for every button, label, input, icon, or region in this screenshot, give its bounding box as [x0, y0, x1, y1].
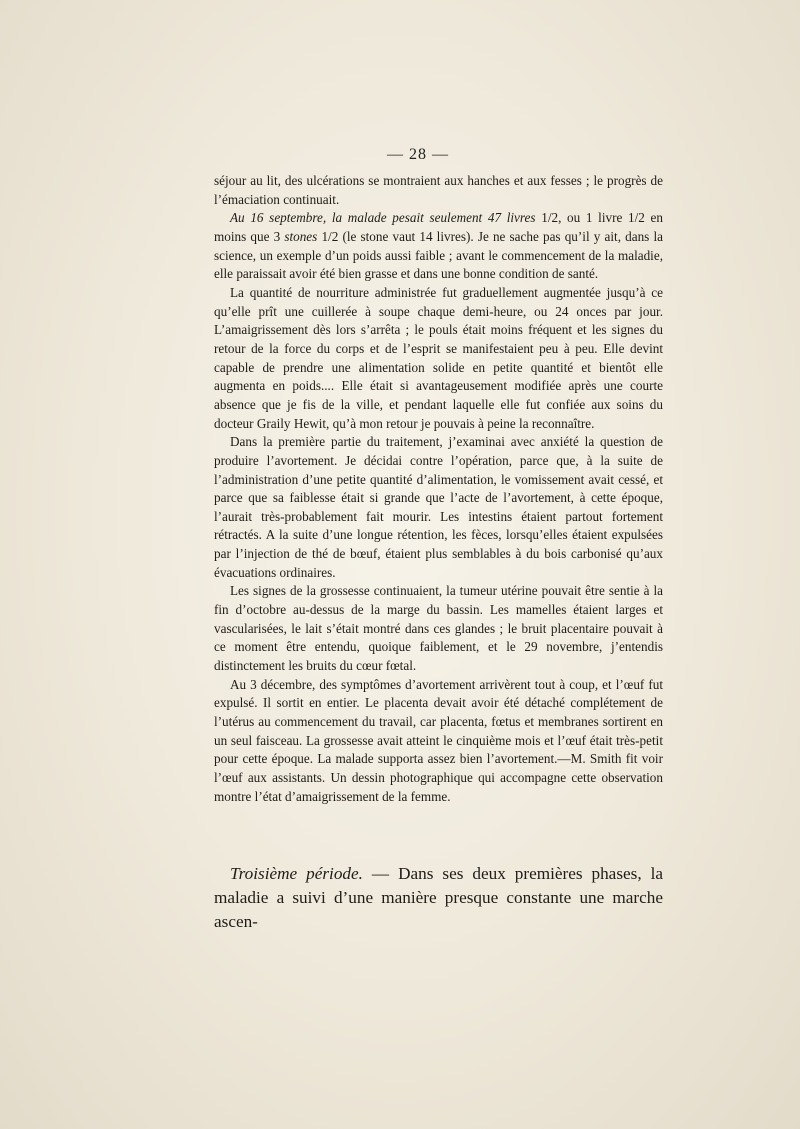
italic-text: stones: [284, 228, 318, 244]
paragraph-text: 1/2 (le stone vaut 14 livres). Je ne sache pas qu’il y ait, dans la science, un exemple d’un poids aussi faible ; avant le commencement de la maladie, elle paraissait avoir été bien grasse et dans une bonne condition de santé.: [214, 228, 663, 282]
paragraph: [214, 284, 663, 433]
paragraph-text: Dans la première partie du traitement, j’examinai avec anxiété la question de produire l’avortement. Je décidai contre l’opération, parce que, à la suite de l’administration d’une petite quantité d’alimentation, le vomissement avait cessé, et parce que sa faiblesse était si grande que l’acte de l’avortement, à cette époque, l’aurait très-probablement fait mourir. Les intestins étaient partout fortement rétractés. A la suite d’une longue rétention, les fèces, lorsqu’elles étaient expulsées par l’injection de thé de bœuf, étaient plus semblables à du bois carbonisé qu’aux évacuations ordinaires.: [214, 434, 663, 580]
page-number: — 28 —: [387, 146, 449, 163]
paragraph: [214, 433, 663, 582]
paragraph-text: La quantité de nourriture administrée fut graduellement augmentée jusqu’à ce qu’elle prît une cuillerée à soupe chaque demi-heure, ou 24 onces par jour. L’amaigrissement dès lors s’arrêta ; le pouls était moins fréquent et les signes du retour de la force du corps et de l’esprit se manifestaient peu à peu. Elle devint capable de prendre une alimentation solide en petite quantité et bientôt elle augmenta en poids.... Elle était si avantageusement modifiée après une courte absence que je fis de la ville, et pendant laquelle elle fut confiée aux soins du docteur Graily Hewit, qu’à mon retour je pouvais à peine la reconnaître.: [214, 284, 663, 431]
paragraph: [214, 172, 663, 209]
italic-text: Au 16 septembre, la malade pesait seulement 47 livres: [230, 210, 536, 226]
section-title: Troisième période.: [230, 864, 363, 883]
paragraph-text: séjour au lit, des ulcérations se montraient aux hanches et aux fesses ; le progrès de l’émaciation continuait.: [214, 173, 663, 207]
paragraph-text: 1/2, ou 1 livre 1/2 en moins que 3: [214, 210, 663, 244]
paragraph-text: Les signes de la grossesse continuaient, la tumeur utérine pouvait être sentie à la fin d’octobre au-dessus de la marge du bassin. Les mamelles étaient larges et vascularisées, le lait s’était montré dans ces glandes ; le bruit placentaire pouvait à ce moment être entendu, quoique faiblement, et le 29 novembre, j’entendis distinctement les bruits du cœur fœtal.: [214, 583, 663, 674]
paragraph: [214, 676, 663, 807]
section-intro: [214, 862, 663, 934]
body-text: [214, 172, 663, 806]
paragraph-text: Au 3 décembre, des symptômes d’avortement arrivèrent tout à coup, et l’œuf fut expulsé. Il sortit en entier. Le placenta devait avoir été détaché complétement de l’utérus au commencement du travail, car placenta, fœtus et membranes sortirent en un seul faisceau. La grossesse avait atteint le cinquième mois et l’œuf était très-petit pour cette époque. La malade supporta assez bien l’avortement.—M. Smith fit voir l’œuf aux assistants. Un dessin photographique qui accompagne cette observation montre l’état d’amaigrissement de la femme.: [214, 676, 663, 804]
paragraph: [214, 582, 663, 675]
section-text: — Dans ses deux premières phases, la maladie a suivi d’une manière presque constante une marche ascen-: [214, 864, 663, 931]
paragraph: [214, 209, 663, 284]
section-paragraph: [214, 862, 663, 934]
